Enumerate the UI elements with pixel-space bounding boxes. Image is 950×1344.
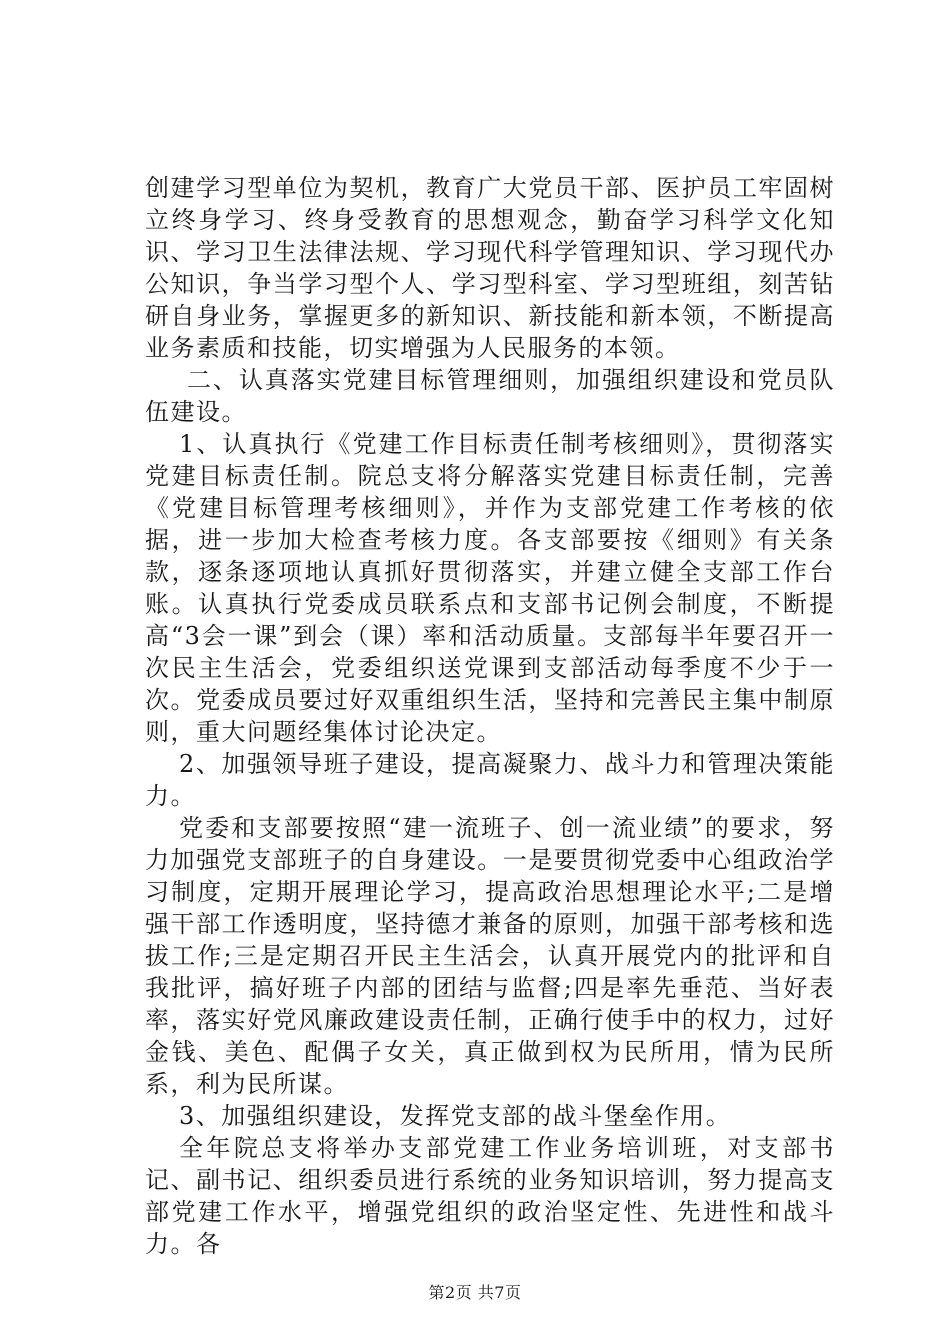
section-heading-two: 二、认真落实党建目标管理细则，加强组织建设和党员队伍建设。 [145,366,835,426]
paragraph-leadership: 党委和支部要按照“建一流班子、创一流业绩”的要求，努力加强党支部班子的自身建设。一是要贯彻党委中心组政治学习制度，定期开展理论学习，提高政治思想理论水平;二是增强干部工作透明度，坚持德才兼备的原则，加强干部考核和选拔工作;三是定期召开民主生活会，认真开展党内的批评和自我批评，搞好班子内部的团结与监督;四是率先垂范、当好表率，落实好党风廉政建设责任制，正确行使手中的权力，过好金钱、美色、配偶子女关，真正做到权为民所用，情为民所系，利为民所谋。 [145,814,835,1098]
paragraph-item-two-heading: 2、加强领导班子建设，提高凝聚力、战斗力和管理决策能力。 [145,750,835,810]
page-number-footer: 第2页 共7页 [428,1283,522,1302]
paragraph-item-three-heading: 3、加强组织建设，发挥党支部的战斗堡垒作用。 [179,1102,732,1130]
paragraph-learning-organization: 创建学习型单位为契机，教育广大党员干部、医护员工牢固树立终身学习、终身受教育的思想观念，勤奋学习科学文化知识、学习卫生法律法规、学习现代科学管理知识、学习现代办公知识，争当学习型个人、学习型科室、学习型班组，刻苦钻研自身业务，掌握更多的新知识、新技能和新本领，不断提高业务素质和技能，切实增强为人民服务的本领。 [145,174,835,362]
paragraph-training: 全年院总支将举办支部党建工作业务培训班，对支部书记、副书记、组织委员进行系统的业务知识培训，努力提高支部党建工作水平，增强党组织的政治坚定性、先进性和战斗力。各 [145,1134,835,1258]
document-body [145,172,835,1260]
paragraph-item-one: 1、认真执行《党建工作目标责任制考核细则》，贯彻落实党建目标责任制。院总支将分解落实党建目标责任制，完善《党建目标管理考核细则》，并作为支部党建工作考核的依据，进一步加大检查考核力度。各支部要按《细则》有关条款，逐条逐项地认真抓好贯彻落实，并建立健全支部工作台账。认真执行党委成员联系点和支部书记例会制度，不断提高“3会一课”到会（课）率和活动质量。支部每半年要召开一次民主生活会，党委组织送党课到支部活动每季度不少于一次。党委成员要过好双重组织生活，坚持和完善民主集中制原则，重大问题经集体讨论决定。 [145,430,835,746]
